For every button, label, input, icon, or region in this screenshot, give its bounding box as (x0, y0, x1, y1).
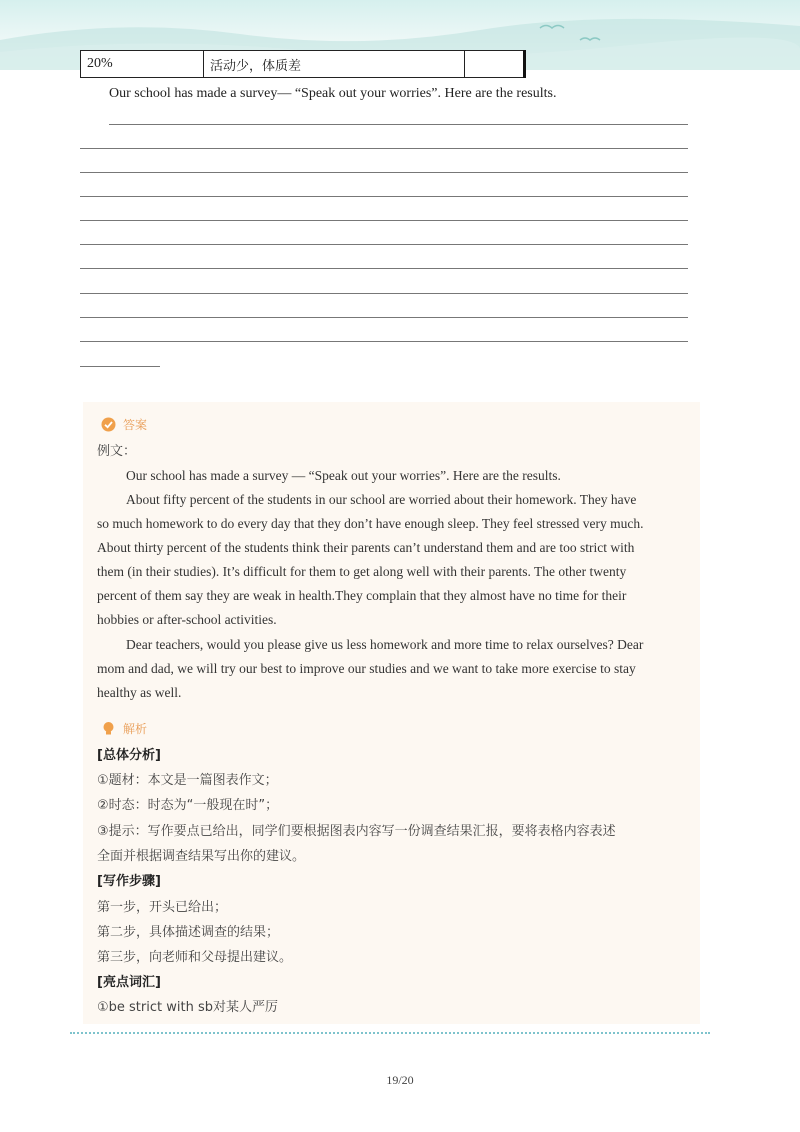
writing-line (80, 293, 688, 294)
step-item: 第三步，向老师和父母提出建议。 (97, 950, 293, 965)
writing-line (80, 341, 688, 342)
essay-line: them (in their studies). It’s difficult for them to get along well with their parents. The other twenty (97, 564, 627, 579)
essay-line: About fifty percent of the students in our school are worried about their homework. They have (126, 492, 637, 507)
essay-line: percent of them say they are weak in health.They complain that they almost have no time for their (97, 588, 627, 603)
section-heading: [总体分析] (97, 748, 161, 763)
analysis-tag-label: 解析 (123, 722, 148, 736)
footer-divider (70, 1032, 710, 1034)
essay-line: mom and dad, we will try our best to improve our studies and we want to take more exercise to stay (97, 661, 636, 676)
writing-line (80, 172, 688, 173)
analysis-tag (101, 720, 147, 737)
essay-line: Dear teachers, would you please give us less homework and more time to relax ourselves? Dear (126, 637, 644, 652)
essay-line: Our school has made a survey — “Speak out your worries”. Here are the results. (126, 468, 561, 483)
answer-tag-label: 答案 (123, 418, 148, 432)
analysis-item: ①题材：本文是一篇图表作文； (97, 773, 278, 788)
section-heading: [亮点词汇] (97, 975, 161, 990)
writing-line (80, 220, 688, 221)
writing-line (80, 366, 160, 367)
analysis-item: ③提示：写作要点已给出，同学们要根据图表内容写一份调查结果汇报，要将表格内容表述 (97, 824, 616, 839)
writing-line (80, 148, 688, 149)
writing-prompt-intro: Our school has made a survey— “Speak out your worries”. Here are the results. (109, 86, 557, 101)
analysis-item: ②时态：时态为“一般现在时”； (97, 798, 279, 813)
essay-line: healthy as well. (97, 685, 182, 700)
table-cell-empty (465, 51, 525, 78)
essay-line: hobbies or after-school activities. (97, 612, 277, 627)
step-item: 第二步，具体描述调查的结果； (97, 925, 280, 940)
writing-line (109, 124, 688, 125)
table-cell-percent: 20% (81, 51, 204, 78)
section-heading: [写作步骤] (97, 874, 161, 889)
essay-line: About thirty percent of the students think their parents can’t understand them and are too strict with (97, 540, 635, 555)
check-badge-icon (101, 417, 116, 432)
essay-line: so much homework to do every day that they don’t have enough sleep. They feel stressed very much. (97, 516, 644, 531)
page-number: 19/20 (386, 1073, 414, 1087)
writing-line (80, 268, 688, 269)
table-cell-problem: 活动少，体质差 (204, 51, 465, 78)
table-row (81, 51, 525, 78)
writing-line (80, 317, 688, 318)
lightbulb-icon (101, 721, 116, 736)
writing-line (80, 196, 688, 197)
analysis-item: 全面并根据调查结果写出你的建议。 (97, 849, 306, 864)
survey-table-fragment (80, 50, 526, 78)
answer-panel (83, 402, 700, 1024)
answer-tag (101, 416, 147, 433)
vocab-item: ①be strict with sb对某人严厉 (97, 1000, 278, 1015)
step-item: 第一步，开头已给出； (97, 900, 228, 915)
writing-line (80, 244, 688, 245)
sample-essay-label: 例文： (97, 444, 137, 459)
